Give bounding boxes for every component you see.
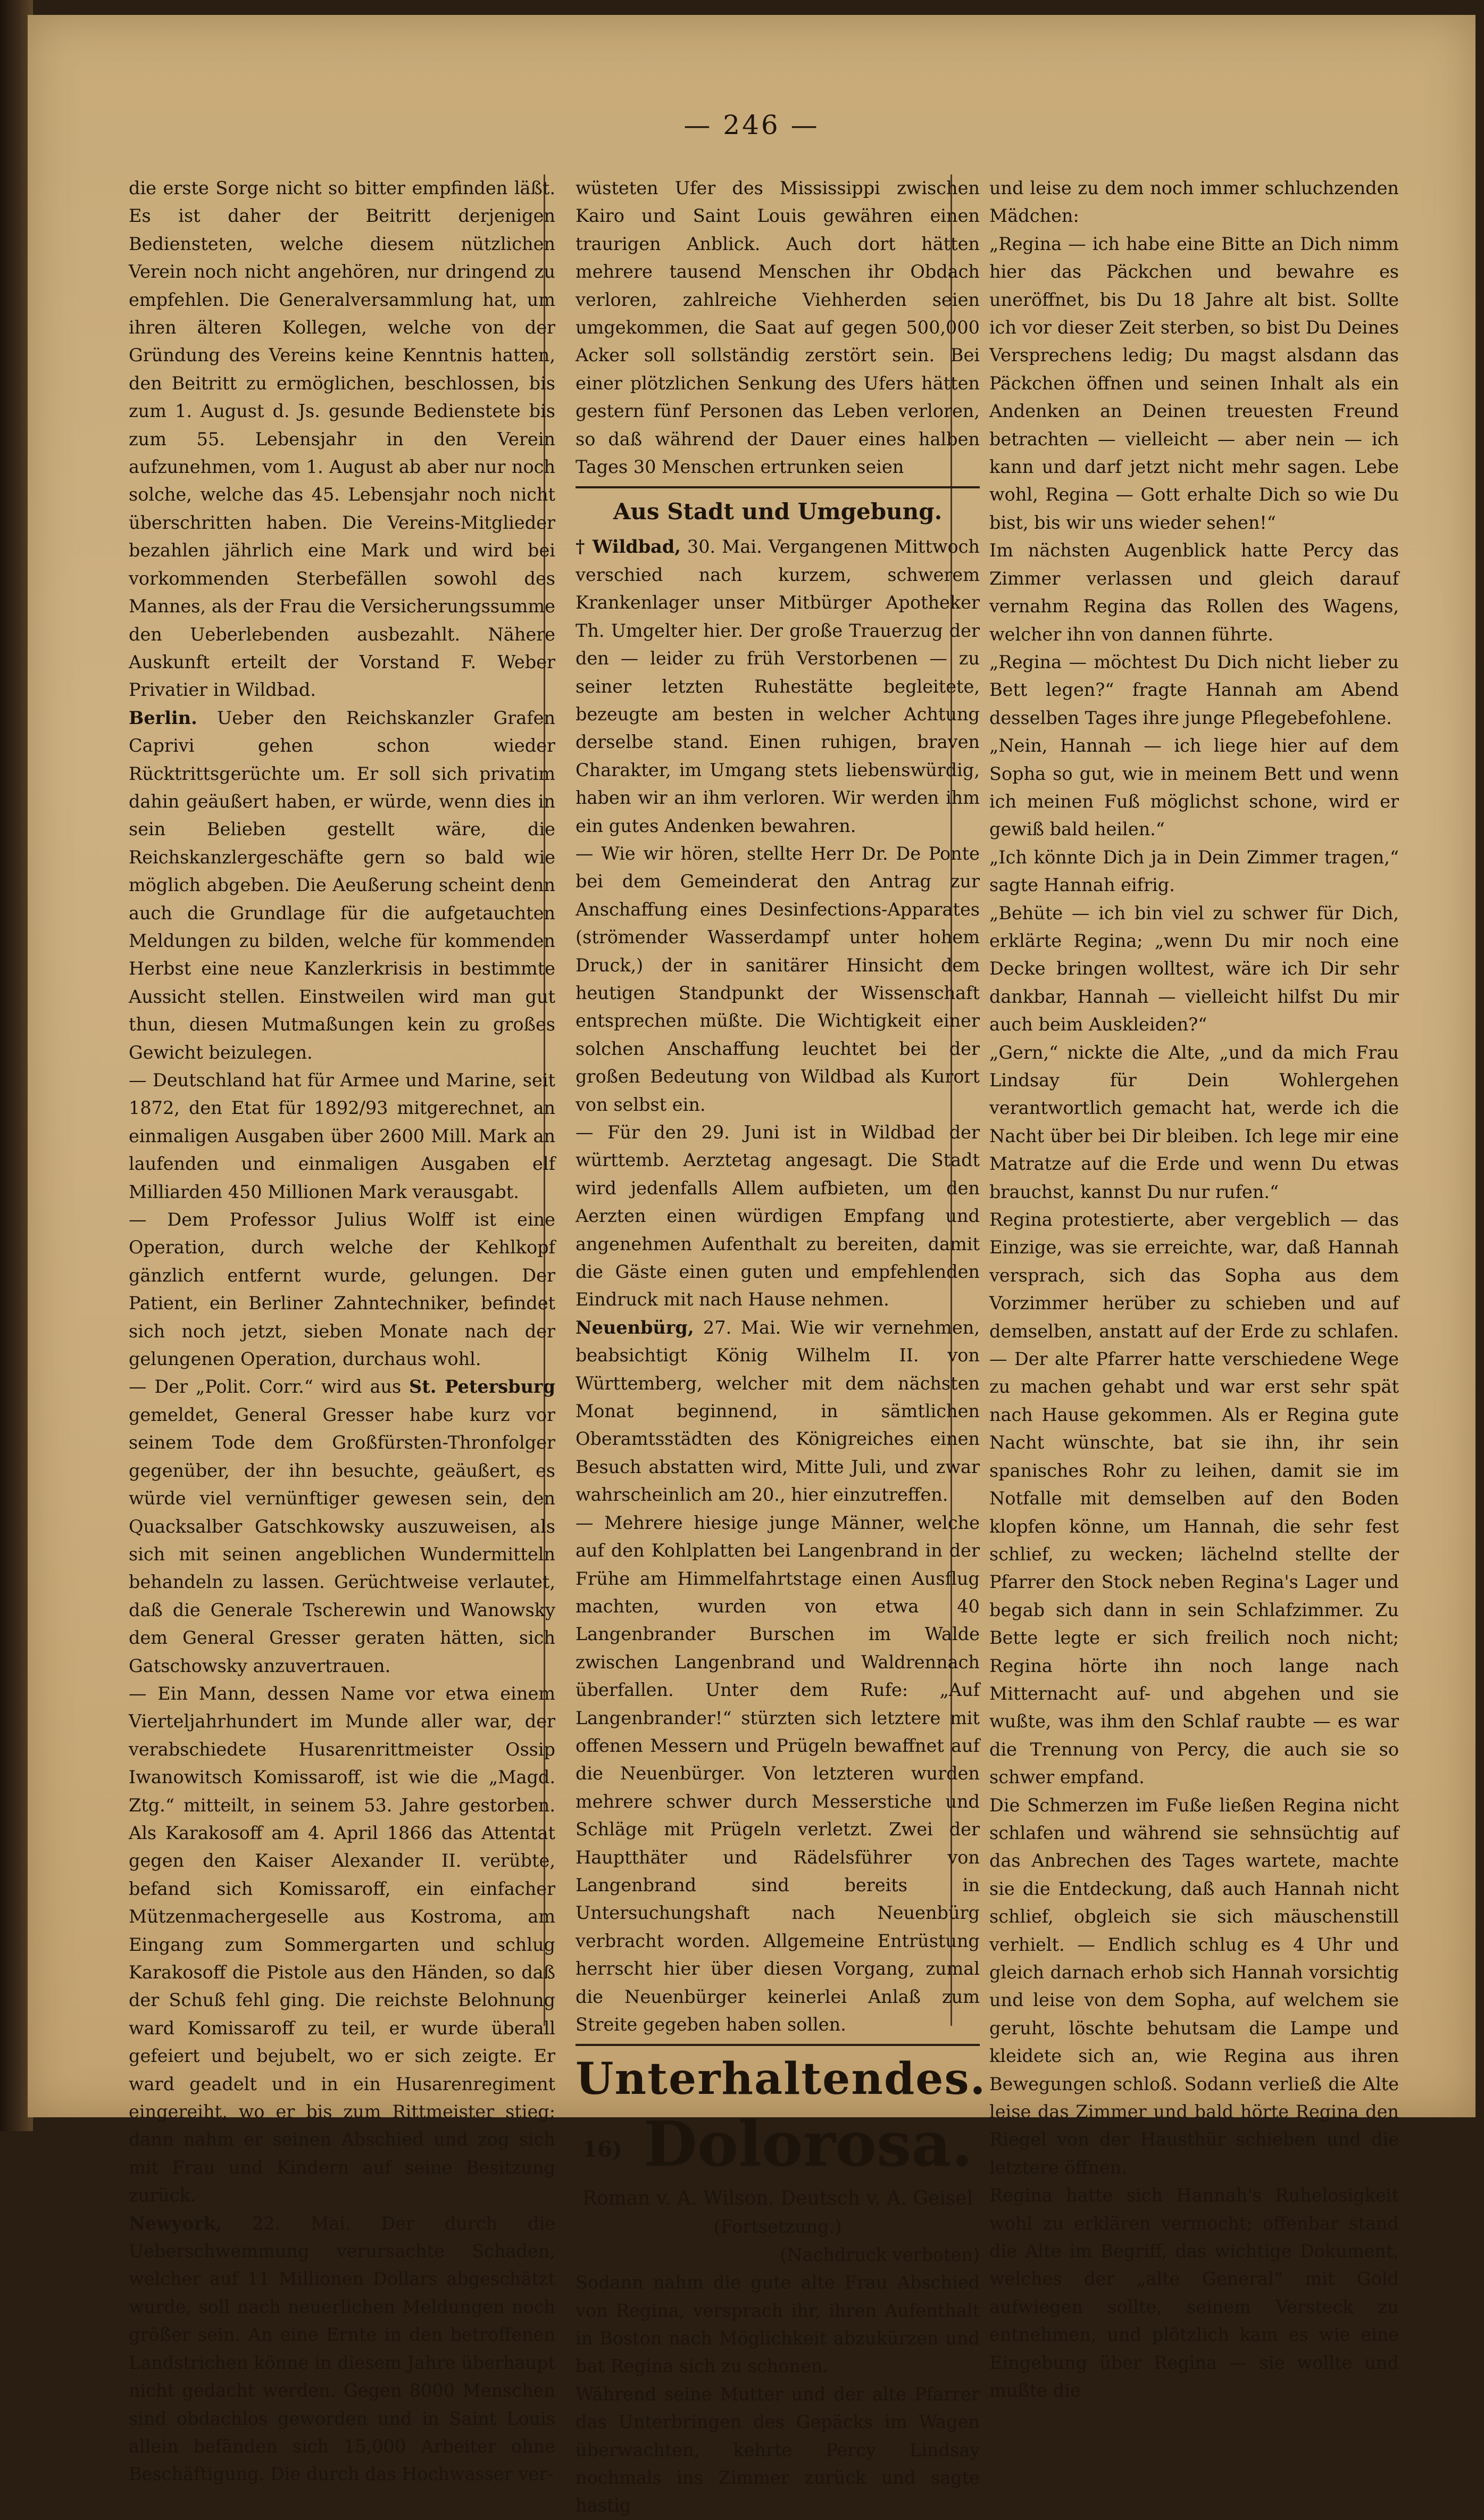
paragraph-wildbad-obituary [576, 533, 980, 839]
paragraph-petersburg-pre: — Der „Polit. Corr.“ wird aus [129, 1376, 410, 1398]
serial-title-row [576, 2110, 980, 2184]
serial-title: Dolorosa. [644, 2108, 973, 2181]
section-divider [576, 486, 980, 488]
paragraph-mississippi: wüsteten Ufer des Mississippi zwischen Kairo und Saint Louis gewähren einen traurigen Anblick. Auch dort hätten mehrere tausend Menschen ihr Obdach verloren, zahlreiche Viehherden seien umgekommen, die Saat auf gegen 500,000 Acker soll sollständig zerstört sein. Bei einer plötzlichen Senkung des Ufers hätten gestern fünf Personen das Leben verloren, so daß während der Dauer eines halben Tages 30 Menschen ertrunken seien [576, 178, 980, 478]
paragraph-petersburg-text: gemeldet, General Gresser habe kurz vor seinem Tode dem Großfürsten-Thronfolger gegenüber, der ihn besuchte, geäußert, es würde viel vernünftiger gewesen sein, den Quacksalber Gatschkowsky auszuweisen, als sich mit seinen angeblichen Wundermitteln behandeln zu lassen. Gerüchtweise verlautet, daß die Generale Tscherewin und Wanowsky dem General Gresser geraten hätten, sich Gatschowsky anzuvertrauen. [129, 1404, 555, 1676]
paragraph-serial-3: und leise zu dem noch immer schluchzenden Mädchen: [989, 178, 1399, 227]
serial-byline: Roman v. A. Wilson. Deutsch v. A. Geisel [582, 2188, 973, 2210]
paragraph-berlin [129, 704, 555, 1067]
paragraph-deutschland-etat: — Deutschland hat für Armee und Marine, seit 1872, den Etat für 1892/93 mitgerechnet, an einmaligen Ausgaben über 2600 Mill. Mark an laufenden und einmaligen Ausgaben elf Milliarden 450 Millionen Mark verausgabt. [129, 1070, 555, 1202]
paragraph-wildbad-text: 30. Mai. Vergangenen Mittwoch verschied nach kurzem, schwerem Krankenlager unser Mitbürger Apotheker Th. Umgelter hier. Der große Trauerzug der den — leider zu früh Verstorbenen — zu seiner letzten Ruhestätte begleitete, bezeugte am besten in welcher Achtung derselbe stand. Einen ruhigen, braven Charakter, im Umgang stets liebenswürdig, haben wir an ihm verloren. Wir werden ihm ein gutes Andenken bewahren. [576, 536, 980, 836]
paragraph-newyork-text: 22. Mai. Der durch die Ueberschwemmung verursachte Schaden, welcher auf 11 Millionen Dollars abgeschätzt wurde, soll nach neuerlichen Meldungen noch größer sein. An eine Ernte in den betroffenen Landstrichen könne in diesem Jahre überhaupt nicht gedacht werden. Gegen 8000 Menschen sind obdachlos geworden und in Saint Louis allein befänden sich 15,000 Arbeiter ohne Beschäftigung. Die durch das Hochwasser ver- [129, 2213, 555, 2485]
paragraph-serial-6: „Regina — möchtest Du Dich nicht lieber zu Bett legen?“ fragte Hannah am Abend desselben Tages ihre junge Pflegebefohlene. [989, 651, 1399, 728]
paragraph-serial-5: Im nächsten Augenblick hatte Percy das Zimmer verlassen und gleich darauf vernahm Regina das Rollen des Wagens, welcher ihn von dannen führte. [989, 540, 1399, 645]
dateline-neuenbuerg: Neuenbürg, [576, 1317, 694, 1338]
serial-continuation: (Fortsetzung.) [713, 2216, 842, 2238]
paragraph-wolff: — Dem Professor Julius Wolff ist eine Operation, durch welche der Kehlkopf gänzlich entfernt wurde, gelungen. Der Patient, ein Berliner Zahntechniker, befindet sich noch jetzt, sieben Monate nach der gelungenen Operation, durchaus wohl. [129, 1209, 555, 1370]
paragraph-serial-4: „Regina — ich habe eine Bitte an Dich nimm hier das Päckchen und bewahre es uneröffnet, bis Du 18 Jahre alt bist. Sollte ich vor dieser Zeit sterben, so bist Du Deines Versprechens ledig; Du magst alsdann das Päckchen öffnen und seinen Inhalt als ein Andenken an Deinen treuesten Freund betrachten — vielleicht — aber nein — ich kann und darf jetzt nicht mehr sagen. Lebe wohl, Regina — Gott erhalte Dich so wie Du bist, bis wir uns wieder sehen!“ [989, 233, 1399, 533]
dateline-petersburg: St. Petersburg [409, 1376, 555, 1398]
serial-number: 16) [582, 2137, 622, 2163]
paragraph-serial-13: Regina hatte sich Hannah's Ruhelosigkeit wohl zu erklären vermocht; offenbar stand die Alte im Begriff, das wichtige Dokument, welches der „alte General“ mit Gold aufwiegen sollte, seinem Versteck zu entnehmen, und plötzlich kam es wie eine Eingebung über Regina — sie wollte und mußte die [989, 2185, 1399, 2401]
section-heading-local: Aus Stadt und Umgebung. [613, 498, 943, 525]
paragraph-serial-12: Die Schmerzen im Fuße ließen Regina nicht schlafen und während sie sehnsüchtig auf das Anbrechen des Tages wartete, machte sie die Entdeckung, daß auch Hannah nicht schlief, obgleich sie sich mäuschenstill verhielt. — Endlich schlug es 4 Uhr und gleich darnach erhob sich Hannah vorsichtig und leise von dem Sopha, auf welchem sie geruht, löschte behutsam die Lampe und kleidete sich an, wie Regina aus ihren Bewegungen schloß. Sodann verließ die Alte leise das Zimmer und bald hörte Regina den Riegel von der Hausthür schieben und die letztere öffnen. [989, 1794, 1399, 2178]
page-number: — 246 — [683, 110, 820, 140]
paragraph-aerztetag: — Für den 29. Juni ist in Wildbad der württemb. Aerztetag angesagt. Die Stadt wird jedenfalls Allem aufbieten, um den Aerzten einen würdigen Empfang und angenehmen Aufenthalt zu bereiten, damit die Gäste einen guten und empfehlenden Eindruck mit nach Hause nehmen. [576, 1122, 980, 1310]
paragraph-desinfection: — Wie wir hören, stellte Herr Dr. De Ponte bei dem Gemeinderat den Antrag zur Anschaffung eines Desinfections-Apparates (strömender Wasserdampf unter hohem Druck,) der in sanitärer Hinsicht dem heutigen Standpunkt der Wissenschaft entsprechen müßte. Die Wichtigkeit einer solchen Anschaffung leuchtet bei der großen Bedeutung von Wildbad als Kurort von selbst ein. [576, 843, 980, 1115]
paragraph-serial-7: „Nein, Hannah — ich liege hier auf dem Sopha so gut, wie in meinem Bett und wenn ich meinen Fuß möglichst schone, wird er gewiß bald heilen.“ [989, 735, 1399, 840]
paragraph-serial-11: Regina protestierte, aber vergeblich — das Einzige, was sie erreichte, war, daß Hannah versprach, sich das Sopha aus dem Vorzimmer herüber zu schieben und auf demselben, anstatt auf der Erde zu schlafen. — Der alte Pfarrer hatte verschiedene Wege zu machen gehabt und war erst sehr spät nach Hause gekommen. Als er Regina gute Nacht wünschte, bat sie ihn, ihr sein spanisches Rohr zu leihen, damit sie im Notfalle mit demselben auf den Boden klopfen könne, um Hannah, die sehr fest schlief, zu wecken; lächelnd stellte der Pfarrer den Stock neben Regina's Lager und begab sich dann in sein Schlafzimmer. Zu Bette legte er sich freilich noch nicht; Regina hörte ihn noch lange nach Mitternacht auf- und abgehen und sie wußte, was ihm den Schlaf raubte — es war die Trennung von Percy, die auch sie so schwer empfand. [989, 1209, 1399, 1788]
feuilleton-divider [576, 2044, 980, 2046]
paragraph-serial-2: Während seine Mutter und der alte Pfarrer das Unterbringen des Gepäcks im Wagen überwachten, kehrte Percy Lindsay nochmals ins Zimmer zurück und sagte hastig [576, 2383, 980, 2516]
paragraph-verein: die erste Sorge nicht so bitter empfinden läßt. Es ist daher der Beitritt derjenigen Bediensteten, welche diesem nützlichen Verein noch nicht angehören, nur dringend zu empfehlen. Die Generalversammlung hat, um ihren älteren Kollegen, welche von der Gründung des Vereins keine Kenntnis hatten, den Beitritt zu ermöglichen, beschlossen, bis zum 1. August d. Js. gesunde Bedienstete bis zum 55. Lebensjahr in den Verein aufzunehmen, vom 1. August ab aber nur noch solche, welche das 45. Lebensjahr noch nicht überschritten haben. Die Vereins-Mitglieder bezahlen jährlich eine Mark und wird bei vorkommenden Sterbefällen sowohl des Mannes, als der Frau die Versicherungssumme den Ueberlebenden ausbezahlt. Nähere Auskunft erteilt der Vorstand F. Weber Privatier in Wildbad. [129, 178, 555, 701]
paragraph-langenbrand: — Mehrere hiesige junge Männer, welche auf den Kohlplatten bei Langenbrand in der Frühe am Himmelfahrtstage einen Ausflug machten, wurden von etwa 40 Langenbrander Burschen im Walde zwischen Langenbrand und Waldrennach überfallen. Unter dem Rufe: „Auf Langenbrander!“ stürzten sich letztere mit offenen Messern und Prügeln bewaffnet auf die Neuenbürger. Von letzteren wurden mehrere schwer durch Messerstiche und Schläge mit Prügeln verletzt. Zwei der Hauptthäter und Rädelsführer von Langenbrand sind bereits in Untersuchungshaft nach Neuenbürg verbracht worden. Allgemeine Entrüstung herrscht hier über diesen Vorgang, zumal die Neuenbürger keinerlei Anlaß zum Streite gegeben haben sollen. [576, 1512, 980, 2035]
column-middle [576, 174, 987, 2516]
dateline-newyork: Newyork, [129, 2213, 222, 2234]
feuilleton-heading: Unterhaltendes. [576, 2053, 987, 2105]
dateline-berlin: Berlin. [129, 707, 197, 728]
dateline-wildbad: † Wildbad, [576, 536, 681, 558]
paragraph-petersburg [129, 1373, 555, 1679]
paragraph-serial-1: Sodann nahm die gute alte Frau Abschied von Regina, versprach ihr, ihren Aufenthalt in Boston nach Möglichkeit abzukürzen und bat Regina sich zu schonen. [576, 2272, 980, 2377]
reprint-note: (Nachdruck verboten) [780, 2244, 980, 2265]
paragraph-neuenbuerg [576, 1314, 980, 1509]
paragraph-serial-10: „Gern,“ nickte die Alte, „und da mich Frau Lindsay für Dein Wohlergehen verantwortlich gemacht hat, werde ich die Nacht über bei Dir bleiben. Ich lege mir eine Matratze auf die Erde und wenn Du etwas brauchst, kannst Du nur rufen.“ [989, 1042, 1399, 1202]
paragraph-serial-8: „Ich könnte Dich ja in Dein Zimmer tragen,“ sagte Hannah eifrig. [989, 846, 1399, 896]
paragraph-serial-9: „Behüte — ich bin viel zu schwer für Dich, erklärte Regina; „wenn Du mir noch eine Decke bringen wolltest, wäre ich Dir sehr dankbar, Hannah — vielleicht hilfst Du mir auch beim Auskleiden?“ [989, 902, 1399, 1035]
paragraph-berlin-text: Ueber den Reichskanzler Grafen Caprivi gehen schon wieder Rücktrittsgerüchte um. Er soll sich privatim dahin geäußert haben, er würde, wenn dies in sein Belieben gestellt wäre, die Reichskanzlergeschäfte gern so bald wie möglich abgeben. Die Aeußerung scheint denn auch die Grundlage für die aufgetauchten Meldungen zu bilden, welche für kommenden Herbst eine neue Kanzlerkrisis in bestimmte Aussicht stellen. Einstweilen wird man gut thun, diesen Mutmaßungen kein zu großes Gewicht beizulegen. [129, 707, 555, 1063]
paragraph-komissaroff: — Ein Mann, dessen Name vor etwa einem Vierteljahrhundert im Munde aller war, der verabschiedete Husarenrittmeister Ossip Iwanowitsch Komissaroff, ist wie die „Magd. Ztg.“ mitteilt, in seinem 53. Jahre gestorben. Als Karakosoff am 4. April 1866 das Attentat gegen den Kaiser Alexander II. verübte, befand sich Komissaroff, ein einfacher Mützenmachergeselle aus Kostroma, am Eingang zum Sommergarten und schlug Karakosoff die Pistole aus den Händen, so daß der Schuß fehl ging. Die reichste Belohnung ward Komissaroff zu teil, er wurde überall gefeiert und bejubelt, wo er sich zeigte. Er ward geadelt und in ein Husarenregiment eingereiht, wo er bis zum Rittmeister stieg; dann nahm er seinen Abschied und zog sich mit Frau und Kindern auf seine Besitzung zurück. [129, 1683, 555, 2206]
column-left [129, 174, 555, 2485]
paragraph-newyork [129, 2210, 555, 2489]
column-right [989, 174, 1399, 2401]
paragraph-neuenbuerg-text: 27. Mai. Wie wir vernehmen, beabsichtigt König Wilhelm II. von Württemberg, welcher mit dem nächsten Monat beginnend, in sämtlichen Oberamtsstädten des Königreiches einen Besuch abstatten wird, Mitte Juli, und zwar wahrscheinlich am 20., hier einzutreffen. [576, 1317, 980, 1506]
newspaper-page [28, 15, 1475, 2516]
